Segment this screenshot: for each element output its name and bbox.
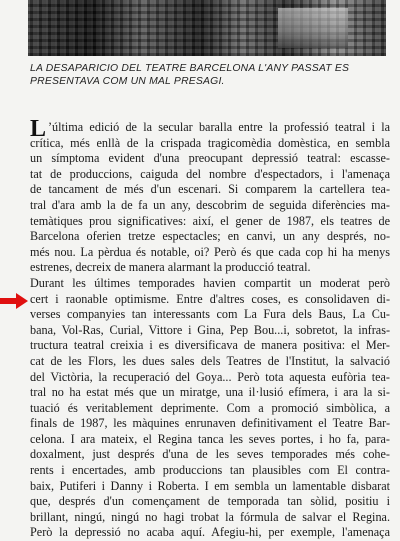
text-line: tral d'ara amb la de fa un any, descobrim de seguida diferències ma- — [30, 197, 390, 212]
text-line: finals de 1987, les màquines enrunaven definitivament el Teatre Bar- — [30, 416, 390, 431]
text-line: tructura teatral creixia i es diversificava de manera positiva: el Mer- — [30, 338, 390, 353]
drop-cap: L — [30, 116, 47, 142]
text-line: crítica, més enllà de la crispada tragicomèdia domèstica, en sembla — [30, 135, 390, 150]
text-line: tuació és veritablement deprimente. Com a promoció simbòlica, a — [30, 400, 390, 415]
text-line: celona. I ara mateix, el Regina tanca les seves portes, i ho fa, para- — [30, 431, 390, 446]
photo-caption — [30, 62, 370, 88]
text-line: del Victòria, la recuperació del Goya... Però tota aquesta eufòria tea- — [30, 369, 390, 384]
text-line: cat de les Flors, les dues sales dels Teatres de l'Institut, la salvació — [30, 353, 390, 368]
text-line: bana, Vol-Ras, Curial, Vittore i Gina, Pep Bou...i, sobretot, la infras- — [30, 322, 390, 337]
text-line: estrenes, decreix de manera alarmant la producció teatral. — [30, 260, 311, 275]
text-line: un símptoma evident d'una preocupant depressió teatral: escasse- — [30, 151, 390, 166]
text-line: Durant les últimes temporades havien compartit un moderat però — [30, 275, 390, 290]
caption-line: LA DESAPARICIO DEL TEATRE BARCELONA L'ANY PASSAT ES — [30, 63, 350, 74]
text-line: baix, Putiferi i Danny i Roberta. I em sembla un lamentable disbarat — [30, 478, 390, 493]
article-body — [30, 116, 390, 541]
text-line: cert i raonable optimisme. Entre d'altres coses, es consolidaven di- — [30, 291, 390, 306]
caption-line: PRESENTAVA COM UN MAL PRESAGI. — [30, 76, 225, 87]
text-line: verses companyies tan interessants com La Fura dels Baus, La Cu- — [30, 307, 390, 322]
text-line: brillant, ningú, ningú no hagi trobat la fórmula de salvar el Regina. — [30, 509, 390, 524]
text-line: doxalment, just després d'una de les seves temporades més cohe- — [30, 447, 390, 462]
text-line: Barcelona oferien tretze espectacles; en canvi, un any després, no- — [30, 229, 390, 244]
header-photo — [28, 0, 386, 56]
text-line: més nou. La pèrdua és notable, oi? Però és que cada cop hi ha menys — [30, 244, 390, 259]
text-line: Però la depressió no acaba aquí. Afegiu-hi, per exemple, l'amenaça — [30, 525, 390, 540]
red-arrow-icon — [0, 293, 28, 309]
text-line: que, després d'un començament de temporada tan sòlid, positiu i — [30, 494, 390, 509]
text-line: ’última edició de la secular baralla entre la professió teatral i la — [48, 120, 390, 134]
text-line: temàtiques prou significatives: així, el gener de 1987, els teatres de — [30, 213, 390, 228]
text-line: rents i encertades, amb produccions tan plausibles com El contra- — [30, 463, 390, 478]
text-line: tat de produccions, caiguda del nombre d'espectadors, i l'amenaça — [30, 166, 390, 181]
text-line: de tancament de més d'un escenari. Si comparem la cartellera tea- — [30, 182, 390, 197]
text-line: tral no ha estat més que un miratge, una il·lusió efímera, i ara la si- — [30, 385, 390, 400]
